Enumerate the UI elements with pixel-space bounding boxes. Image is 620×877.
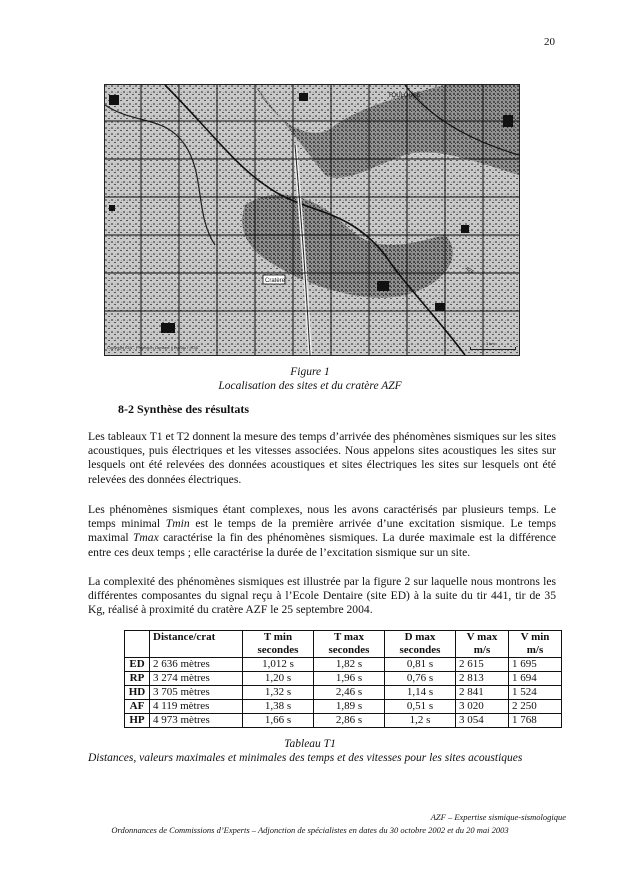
paragraph-2 xyxy=(88,503,556,560)
paragraph-2-text-b: est le temps de la première arrivée d’une excitation sismique. Le temps maximal xyxy=(88,517,556,545)
tmax-cell: 2,86 s xyxy=(314,714,385,728)
table-header-cell xyxy=(243,631,314,658)
header-sub: secondes xyxy=(399,644,441,656)
dmax-cell: 1,14 s xyxy=(385,686,456,700)
dmax-cell: 0,51 s xyxy=(385,700,456,714)
paragraph-3: La complexité des phénomènes sismiques est illustrée par la figure 2 sur laquelle nous montrons les différentes composantes du signal reçu à l’Ecole Dentaire (site ED) à la suite du tir 441, tir de 35 Kg, réalisé à proximité du cratère AZF le 25 septembre 2004. xyxy=(88,575,556,617)
header-main: T min xyxy=(263,631,293,643)
vmin-cell: 1 768 xyxy=(509,714,562,728)
dmax-cell: 1,2 s xyxy=(385,714,456,728)
header-main: V max xyxy=(466,631,498,643)
paragraph-1: Les tableaux T1 et T2 donnent la mesure des temps d’arrivée des phénomènes sismiques sur les sites acoustiques, puis électriques et les vitesses associées. Nous appelons sites acoustiques les sites sur lesquels ont été relevées des données acoustiques et sites électriques les sites sur lesquels ont été relevées des données électriques. xyxy=(88,430,556,486)
header-main: V min xyxy=(520,631,550,643)
vmax-cell: 2 615 xyxy=(456,658,509,672)
tmax-cell: 1,89 s xyxy=(314,700,385,714)
table-header-row xyxy=(125,631,562,658)
site-map-image xyxy=(104,84,520,356)
site-code: ED xyxy=(125,658,150,672)
footer-line-2: Ordonnances de Commissions d’Experts – Adjonction de spécialistes en dates du 30 octobre 2002 et du 20 mai 2003 xyxy=(111,825,509,835)
map-label-azf: AZF xyxy=(463,265,476,277)
table-header-cell xyxy=(314,631,385,658)
section-heading: 8-2 Synthèse des résultats xyxy=(118,402,249,416)
header-sub: secondes xyxy=(328,644,370,656)
tmin-cell: 1,38 s xyxy=(243,700,314,714)
vmin-cell: 1 694 xyxy=(509,672,562,686)
tmin-cell: 1,012 s xyxy=(243,658,314,672)
site-code: AF xyxy=(125,700,150,714)
table-header-cell xyxy=(509,631,562,658)
header-main: Distance/crat xyxy=(153,631,216,643)
distance-cell: 4 973 mètres xyxy=(150,714,243,728)
tmin-cell: 1,32 s xyxy=(243,686,314,700)
table-header-cell xyxy=(150,631,243,658)
tmax-term: Tmax xyxy=(132,531,159,545)
map-scale-label: 1 km xyxy=(486,341,495,346)
table-row xyxy=(125,714,562,728)
figure-title: Figure 1 xyxy=(290,366,330,378)
header-main: D max xyxy=(404,631,436,643)
table-title: Tableau T1 xyxy=(284,738,336,750)
vmin-cell: 2 250 xyxy=(509,700,562,714)
table-row xyxy=(125,700,562,714)
vmin-cell: 1 695 xyxy=(509,658,562,672)
paragraph-2-text-a: Les phénomènes sismiques étant complexes, nous les avons caractérisés par plusieurs temps. Le temps minimal xyxy=(88,503,556,531)
footer-line-1: AZF – Expertise sismique-sismologique xyxy=(430,812,566,822)
table-row xyxy=(125,686,562,700)
table-row xyxy=(125,672,562,686)
page-number: 20 xyxy=(544,36,555,48)
site-code: RP xyxy=(125,672,150,686)
tmax-cell: 1,96 s xyxy=(314,672,385,686)
vmax-cell: 2 841 xyxy=(456,686,509,700)
paragraph-2-text-c: caractérise la fin des phénomènes sismiques. La durée maximale est la différence entre ces deux temps ; elle caractérise la durée de l’excitation sismique sur un site. xyxy=(88,531,556,559)
map-scale-bar xyxy=(470,347,516,350)
header-sub: m/s xyxy=(473,644,491,656)
tmin-term: Tmin xyxy=(165,517,190,531)
acoustic-sites-table xyxy=(124,630,562,728)
tmax-cell: 1,82 s xyxy=(314,658,385,672)
vmin-cell: 1 524 xyxy=(509,686,562,700)
table-header-blank xyxy=(125,631,150,658)
distance-cell: 4 119 mètres xyxy=(150,700,243,714)
site-code: HD xyxy=(125,686,150,700)
table-caption: Distances, valeurs maximales et minimales des temps et des vitesses pour les sites acoustiques xyxy=(88,752,523,764)
header-sub: m/s xyxy=(526,644,544,656)
map-copyright: Copyright IGN - Projection Lambert II étendu / IR35 xyxy=(107,345,198,350)
vmax-cell: 3 054 xyxy=(456,714,509,728)
distance-cell: 3 274 mètres xyxy=(150,672,243,686)
header-sub: secondes xyxy=(257,644,299,656)
dmax-cell: 0,76 s xyxy=(385,672,456,686)
vmax-cell: 3 020 xyxy=(456,700,509,714)
map-drawing xyxy=(105,85,519,355)
table-header-cell xyxy=(456,631,509,658)
table-header-cell xyxy=(385,631,456,658)
tmax-cell: 2,46 s xyxy=(314,686,385,700)
vmax-cell: 2 813 xyxy=(456,672,509,686)
figure-caption: Localisation des sites et du cratère AZF xyxy=(218,380,402,392)
map-label-cratere: Cratère xyxy=(265,278,286,284)
dmax-cell: 0,81 s xyxy=(385,658,456,672)
distance-cell: 2 636 mètres xyxy=(150,658,243,672)
header-main: T max xyxy=(333,631,365,643)
tmin-cell: 1,66 s xyxy=(243,714,314,728)
map-label-toulouse: TOULOUSE xyxy=(388,93,421,99)
distance-cell: 3 705 mètres xyxy=(150,686,243,700)
tmin-cell: 1,20 s xyxy=(243,672,314,686)
site-code: HP xyxy=(125,714,150,728)
table-row xyxy=(125,658,562,672)
